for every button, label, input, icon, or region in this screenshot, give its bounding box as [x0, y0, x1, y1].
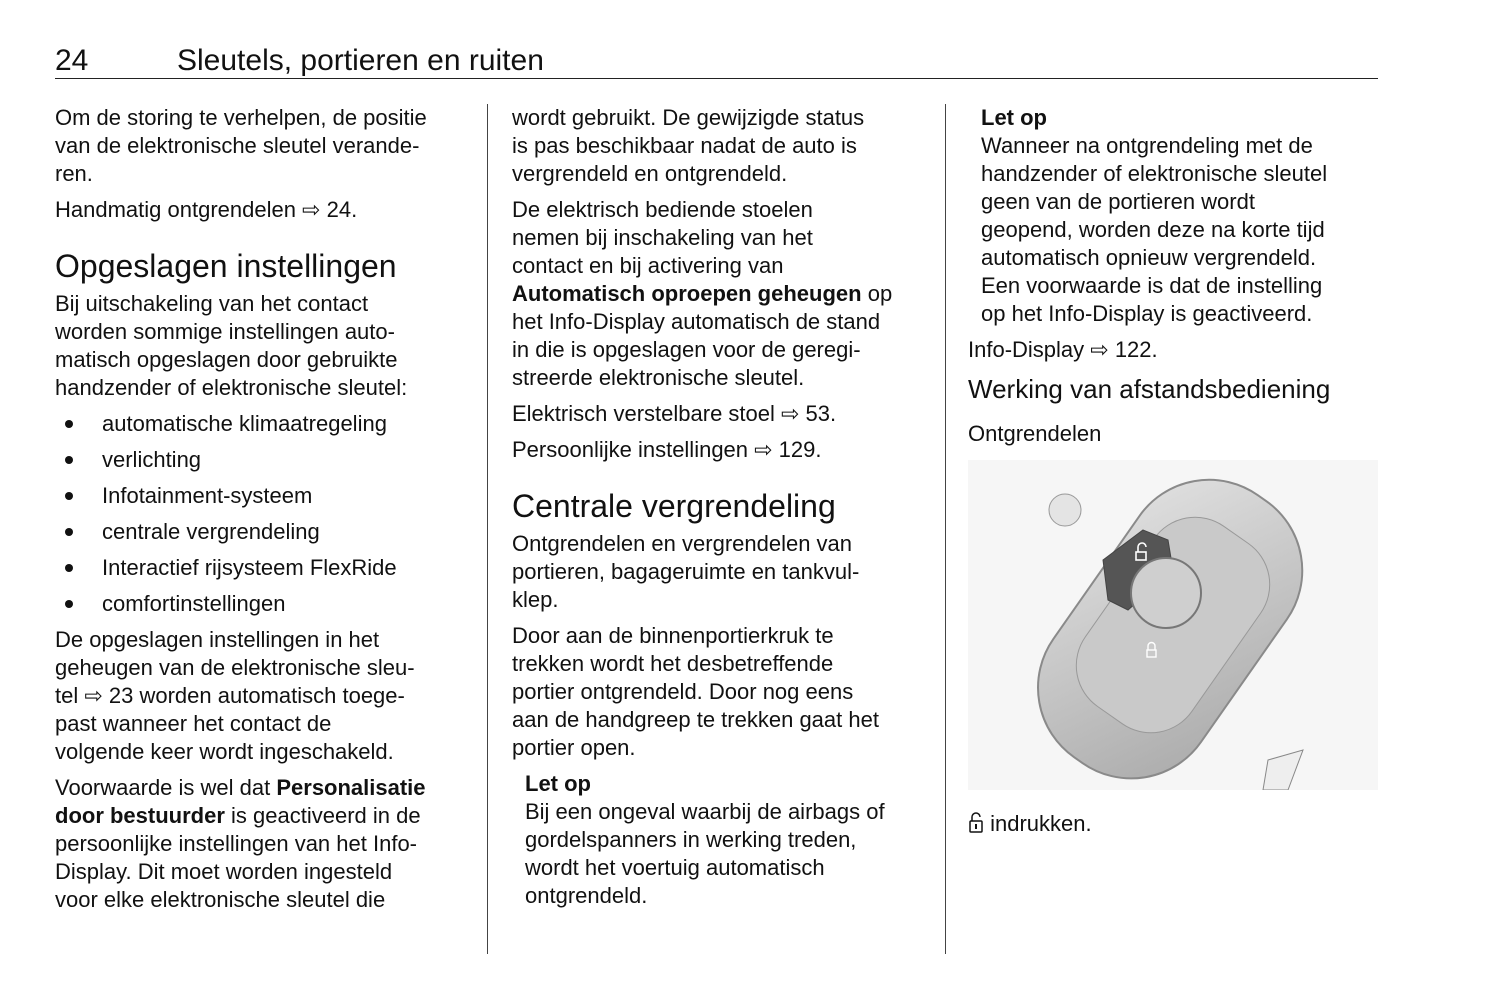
subsection-heading: Werking van afstandsbediening [968, 374, 1331, 404]
text-line [512, 280, 932, 308]
section-heading: Centrale vergrendeling [512, 488, 836, 524]
paragraph [512, 436, 932, 464]
text-segment: op [861, 281, 893, 306]
text-line [55, 802, 475, 830]
text-line: geheugen van de elektronische sleu- [55, 655, 415, 680]
text-line: Info-Display ⇨ 122. [968, 337, 1158, 362]
text-line: Bij uitschakeling van het contact [55, 291, 369, 316]
text-line: streerde elektronische sleutel. [512, 365, 805, 390]
text-line: Door aan de binnenportierkruk te [512, 623, 834, 648]
text-line: op het Info-Display is geactiveerd. [981, 301, 1313, 326]
text-segment: is geactiveerd in de [224, 803, 421, 828]
text-line: portieren, bagageruimte en tankvul- [512, 559, 860, 584]
unlock-icon [968, 811, 984, 836]
text-line: handzender of elektronische sleutel [981, 161, 1328, 186]
text-line: Om de storing te verhelpen, de positie [55, 105, 427, 130]
text-line: gordelspanners in werking treden, [525, 827, 857, 852]
text-line: ren. [55, 161, 93, 186]
bullet-item [55, 446, 475, 474]
paragraph [55, 626, 475, 766]
text-line: voor elke elektronische sleutel die [55, 887, 386, 912]
text-line: worden sommige instellingen auto- [55, 319, 395, 344]
text-line: De opgeslagen instellingen in het [55, 627, 380, 652]
text-line: Persoonlijke instellingen ⇨ 129. [512, 437, 822, 462]
text-segment: indrukken. [984, 811, 1092, 836]
paragraph [512, 400, 932, 428]
bullet-item [55, 482, 475, 510]
bullet-item [55, 410, 475, 438]
bullet-item [55, 554, 475, 582]
text-line: geen van de portieren wordt [981, 189, 1255, 214]
text-line: Ontgrendelen en vergrendelen van [512, 531, 853, 556]
bullet-item [55, 590, 475, 618]
text-line: is pas beschikbaar nadat de auto is [512, 133, 857, 158]
text-line: comfortinstellingen [102, 591, 286, 616]
text-line: wordt het voertuig automatisch [525, 855, 825, 880]
text-line: tel ⇨ 23 worden automatisch toege- [55, 683, 405, 708]
paragraph [968, 810, 1388, 838]
bold-term: door bestuurder [55, 803, 225, 828]
note-box [512, 770, 932, 910]
paragraph [55, 774, 475, 914]
text-line: het Info-Display automatisch de stand [512, 309, 881, 334]
text-segment: Voorwaarde is wel dat [55, 775, 277, 800]
text-line [968, 810, 1388, 838]
text-line: wordt gebruikt. De gewijzigde status [512, 105, 865, 130]
text-line: vergrendeld en ontgrendeld. [512, 161, 788, 186]
column-1 [55, 104, 475, 922]
note-box [968, 104, 1388, 328]
text-line: in die is opgeslagen voor de geregi- [512, 337, 861, 362]
text-line: portier ontgrendeld. Door nog eens [512, 679, 854, 704]
page-number: 24 [55, 44, 89, 77]
text-line: automatisch opnieuw vergrendeld. [981, 245, 1317, 270]
paragraph [55, 290, 475, 402]
text-line: handzender of elektronische sleutel: [55, 375, 408, 400]
text-line: trekken wordt het desbetreffende [512, 651, 834, 676]
text-line: centrale vergrendeling [102, 519, 320, 544]
text-line: persoonlijke instellingen van het Info- [55, 831, 418, 856]
text-line: Elektrisch verstelbare stoel ⇨ 53. [512, 401, 837, 426]
text-line: Handmatig ontgrendelen ⇨ 24. [55, 197, 358, 222]
text-line: Infotainment-systeem [102, 483, 313, 508]
bold-term: Automatisch oproepen geheugen [512, 281, 862, 306]
note-title: Let op [525, 771, 591, 796]
text-line: klep. [512, 587, 559, 612]
text-line: past wanneer het contact de [55, 711, 332, 736]
text-line: verlichting [102, 447, 202, 472]
text-line: De elektrisch bediende stoelen [512, 197, 813, 222]
paragraph [512, 196, 932, 392]
column-2 [512, 104, 932, 918]
chapter-title: Sleutels, portieren en ruiten [177, 44, 544, 77]
text-line: Display. Dit moet worden ingesteld [55, 859, 393, 884]
page-header [55, 42, 1378, 79]
text-line: contact en bij activering van [512, 253, 784, 278]
paragraph [512, 530, 932, 614]
paragraph [55, 104, 475, 188]
text-line: automatische klimaatregeling [102, 411, 387, 436]
column-divider [945, 104, 946, 954]
paragraph [968, 336, 1388, 364]
text-line: matisch opgeslagen door gebruikte [55, 347, 398, 372]
key-fob-illustration [968, 460, 1378, 790]
column-divider [487, 104, 488, 954]
paragraph [512, 104, 932, 188]
section-heading: Opgeslagen instellingen [55, 248, 397, 284]
text-line: aan de handgreep te trekken gaat het [512, 707, 879, 732]
bold-term: Personalisatie [276, 775, 426, 800]
text-line: portier open. [512, 735, 636, 760]
paragraph [512, 622, 932, 762]
text-line: ontgrendeld. [525, 883, 648, 908]
text-line [55, 774, 475, 802]
text-line: Bij een ongeval waarbij de airbags of [525, 799, 885, 824]
text-line: van de elektronische sleutel verande- [55, 133, 420, 158]
figure [968, 460, 1378, 790]
bullet-item [55, 518, 475, 546]
column-3 [968, 104, 1388, 846]
note-title: Let op [981, 105, 1047, 130]
text-line: geopend, worden deze na korte tijd [981, 217, 1325, 242]
text-line: nemen bij inschakeling van het [512, 225, 813, 250]
minor-heading: Ontgrendelen [968, 421, 1102, 446]
paragraph [55, 196, 475, 224]
text-line: Een voorwaarde is dat de instelling [981, 273, 1323, 298]
text-line: volgende keer wordt ingeschakeld. [55, 739, 394, 764]
text-line: Wanneer na ontgrendeling met de [981, 133, 1313, 158]
text-line: Interactief rijsysteem FlexRide [102, 555, 397, 580]
